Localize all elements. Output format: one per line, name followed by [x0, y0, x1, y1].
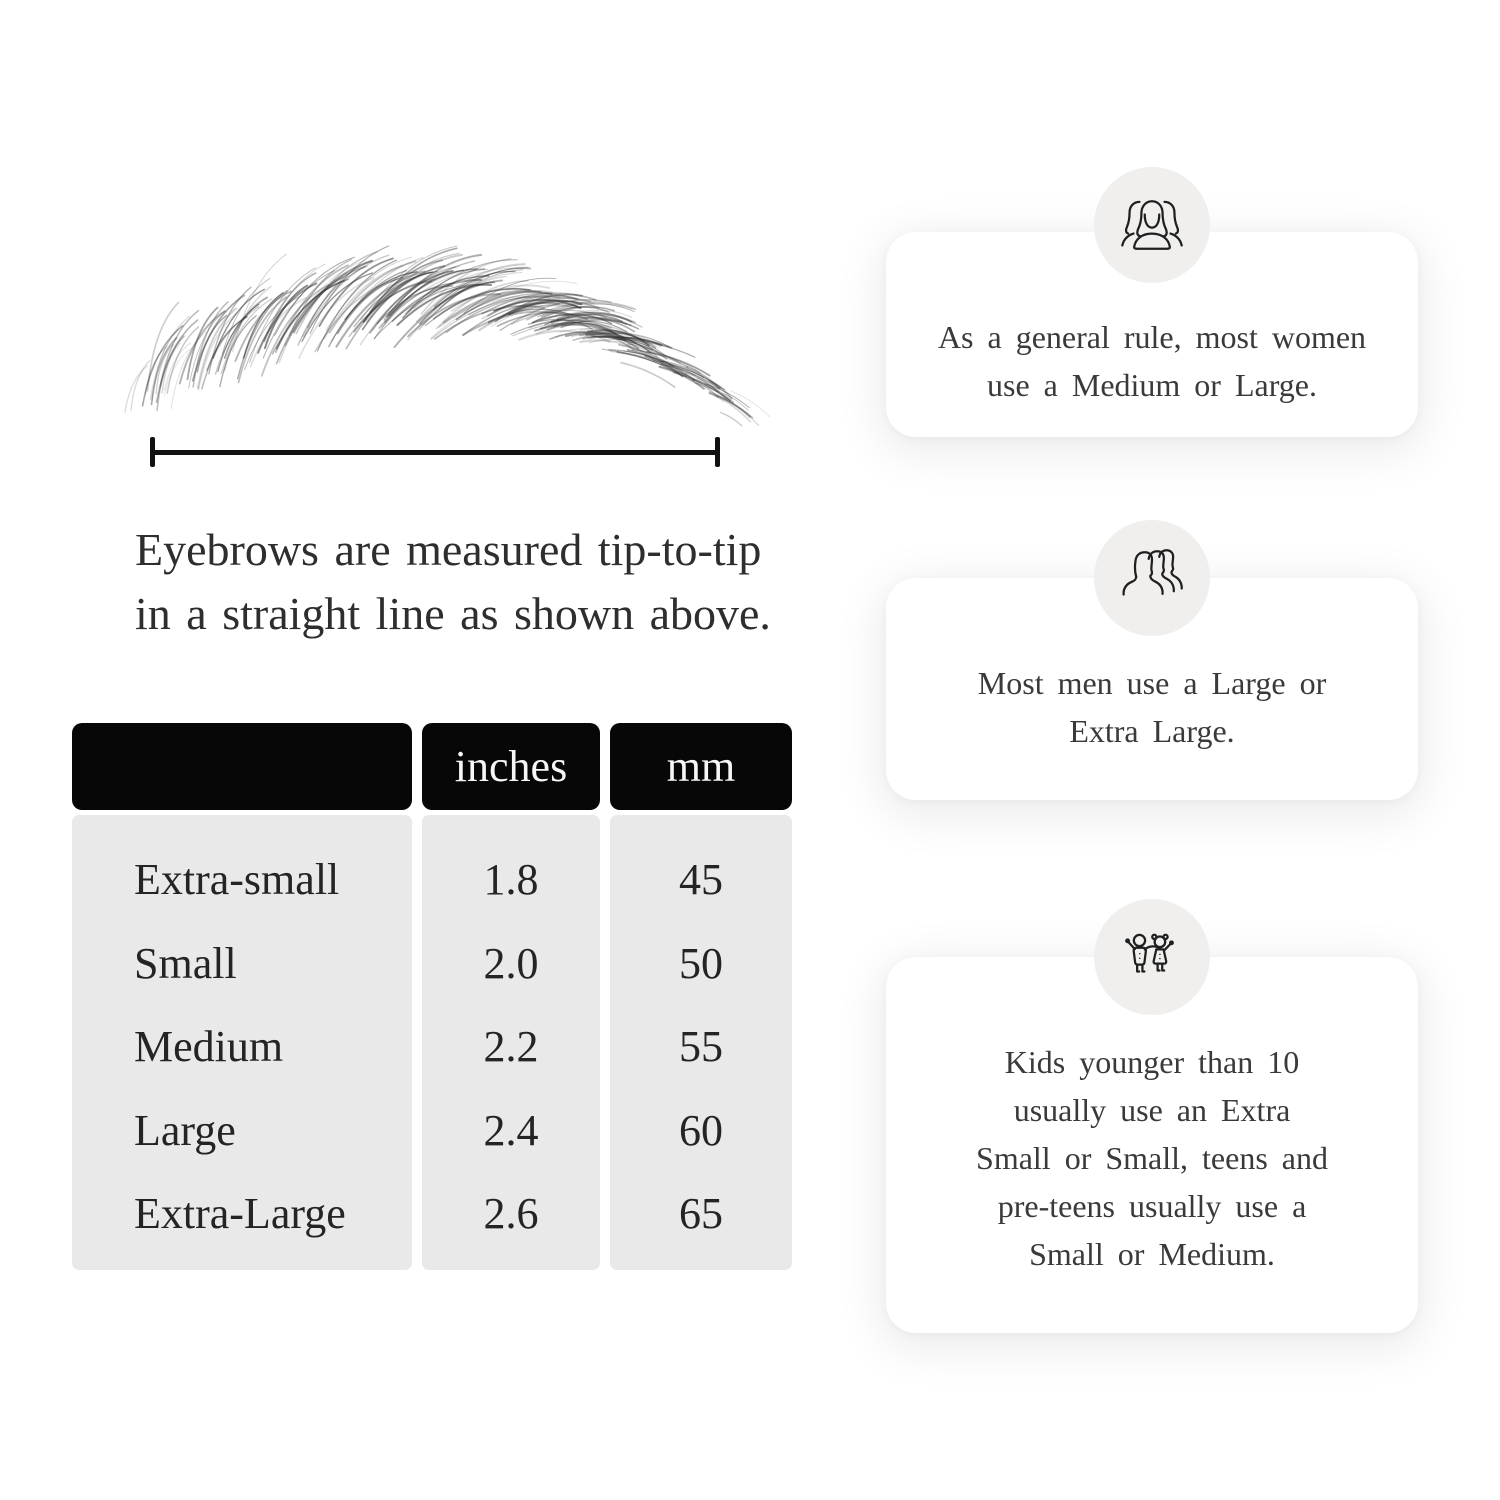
table-header-size — [72, 723, 412, 810]
table-row-label: Extra-small — [134, 855, 340, 905]
table-row-label: Medium — [134, 1022, 284, 1072]
table-row-label: Small — [134, 938, 237, 988]
table-row-inches: 1.8 — [483, 855, 539, 905]
figure-caption-line1: Eyebrows are measured tip-to-tip — [135, 524, 762, 575]
table-inches-values — [422, 838, 600, 1256]
table-row-inches: 2.6 — [483, 1189, 539, 1239]
table-mm-values — [610, 838, 792, 1256]
card-kids-line: Small or Medium. — [1029, 1236, 1275, 1272]
card-kids-line: usually use an Extra — [1013, 1092, 1291, 1128]
table-row-mm: 65 — [679, 1189, 723, 1239]
card-women-line: As a general rule, most women — [937, 319, 1367, 355]
men-icon-circle — [1094, 520, 1210, 636]
card-men-line: Most men use a Large or — [977, 665, 1327, 701]
card-women-line: use a Medium or Large. — [987, 367, 1317, 403]
table-size-labels — [72, 838, 412, 1256]
measurement-bar — [150, 450, 720, 455]
table-row-mm: 45 — [679, 855, 723, 905]
table-row-label: Large — [134, 1105, 236, 1155]
kids-icon — [1119, 924, 1185, 990]
table-row-inches: 2.4 — [483, 1105, 539, 1155]
table-row-mm: 60 — [679, 1105, 723, 1155]
card-men-line: Extra Large. — [1069, 713, 1235, 749]
women-icon-circle — [1094, 167, 1210, 283]
table-header-inches: inches — [422, 723, 600, 810]
card-kids-line: pre-teens usually use a — [997, 1188, 1307, 1224]
table-row-inches: 2.2 — [483, 1022, 539, 1072]
card-kids-line: Kids younger than 10 — [1004, 1044, 1300, 1080]
kids-icon-circle — [1094, 899, 1210, 1015]
table-row-label: Extra-Large — [134, 1189, 346, 1239]
measurement-line — [150, 437, 720, 467]
table-row-inches: 2.0 — [483, 938, 539, 988]
measurement-tick-right — [715, 437, 720, 467]
table-header-mm: mm — [610, 723, 792, 810]
card-kids-line: Small or Small, teens and — [976, 1140, 1328, 1176]
table-row-mm: 50 — [679, 938, 723, 988]
eyebrow-sketch — [70, 225, 770, 455]
figure-caption — [135, 518, 795, 646]
card-kids-text — [896, 1038, 1408, 1278]
card-men-text — [896, 659, 1408, 755]
figure-caption-line2: in a straight line as shown above. — [135, 588, 771, 639]
table-row-mm: 55 — [679, 1022, 723, 1072]
card-women-text — [896, 313, 1408, 409]
women-group-icon — [1119, 192, 1185, 258]
men-group-icon — [1119, 545, 1185, 611]
